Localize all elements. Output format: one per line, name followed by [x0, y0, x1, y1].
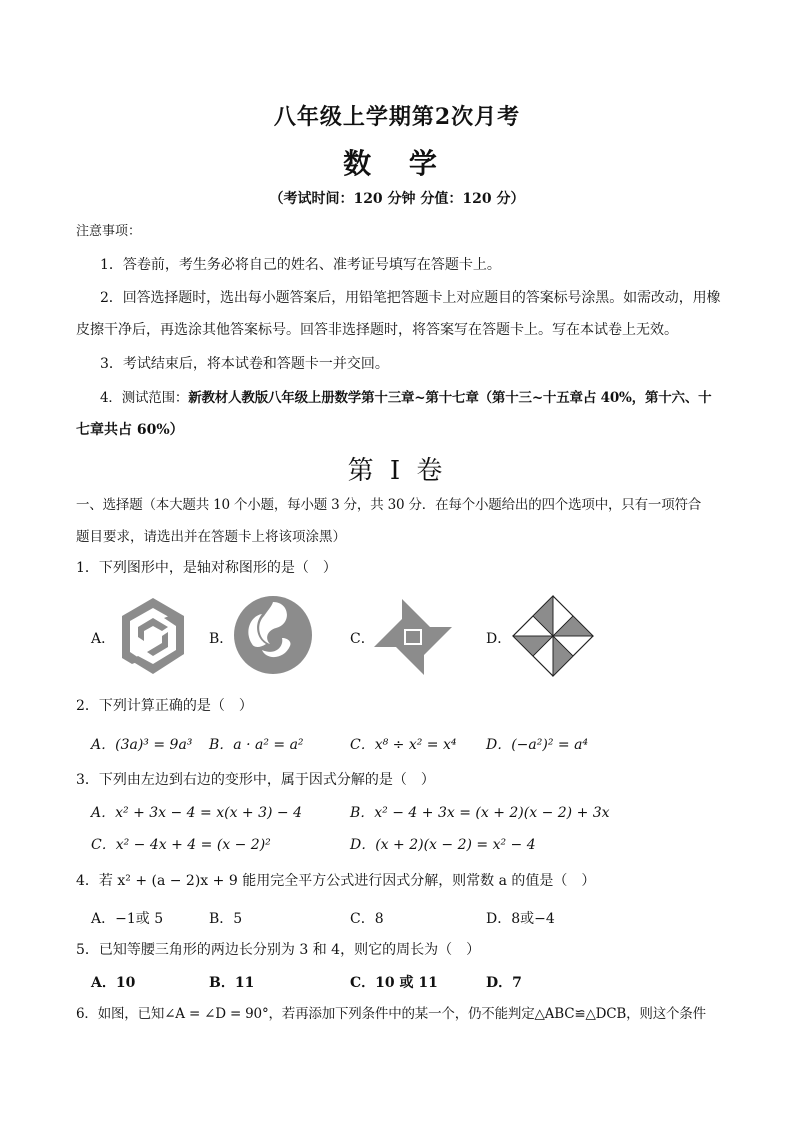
q5-option-a: A．10	[91, 975, 136, 991]
q3-option-a: A．x² + 3x − 4 = x(x + 3) − 4	[91, 805, 303, 821]
notice-item-2-line2: 皮擦干净后，再选涂其他答案标号。回答非选择题时，将答案写在答题卡上。写在本试卷上无效。	[76, 322, 678, 338]
exam-title: 八年级上学期第2次月考	[273, 104, 521, 130]
q2-option-c: C．x⁸ ÷ x² = x⁴	[350, 737, 457, 753]
q6-stem: 6．如图，已知∠A = ∠D = 90°，若再添加下列条件中的某一个，仍不能判定△ABC≌△DCB，则这个条件	[76, 1006, 706, 1022]
q5-option-b: B．11	[209, 975, 255, 991]
notice-item-4-line2: 七章共占 60%）	[76, 422, 184, 438]
q4-option-d: D．8或−4	[486, 911, 555, 927]
q2-option-d: D．(−a²)² = a⁴	[486, 737, 589, 753]
notice-item-4-prefix: 4．测试范围：	[100, 390, 189, 406]
q4-option-a: A．−1或 5	[91, 911, 164, 927]
q3-option-b: B．x² − 4 + 3x = (x + 2)(x − 2) + 3x	[350, 805, 610, 821]
q5-option-c: C．10 或 11	[350, 975, 438, 991]
notice-item-2-line1: 2．回答选择题时，选出每小题答案后，用铅笔把答题卡上对应题目的答案标号涂黑。如需改动，用橡	[100, 290, 721, 306]
pinwheel-triangle-top	[402, 599, 432, 629]
notice-heading: 注意事项：	[76, 224, 142, 239]
q1-option-d-figure	[511, 594, 595, 678]
pinwheel-triangle-bottom	[394, 645, 424, 675]
q1-stem: 1．下列图形中，是轴对称图形的是（ ）	[76, 560, 337, 576]
section1-line1: 一、选择题（本大题共 10 个小题，每小题 3 分，共 30 分．在每个小题给出的四个选项中，只有一项符合	[76, 497, 702, 513]
notice-item-3: 3．考试结束后，将本试卷和答题卡一并交回。	[100, 356, 389, 372]
subject-title: 数 学	[343, 147, 451, 180]
q1-option-a-figure	[114, 596, 192, 678]
notice-item-4-bold: 新教材人教版八年级上册数学第十三章~第十七章（第十三~十五章占 40%，第十六、十	[188, 390, 712, 406]
time-info: （考试时间：120 分钟 分值：120 分）	[269, 191, 525, 207]
q1-option-c-label: C．	[350, 631, 375, 647]
section1-line2: 题目要求，请选出并在答题卡上将该项涂黑）	[76, 529, 346, 545]
q3-option-d: D．(x + 2)(x − 2) = x² − 4	[350, 837, 536, 853]
q1-option-a-label: A．	[91, 631, 116, 647]
q3-stem: 3．下列由左边到右边的变形中，属于因式分解的是（ ）	[76, 772, 435, 788]
q5-stem: 5．已知等腰三角形的两边长分别为 3 和 4，则它的周长为（ ）	[76, 942, 481, 958]
q4-option-b: B．5	[209, 911, 243, 927]
q4-option-c: C．8	[350, 911, 384, 927]
q1-option-c-figure	[372, 597, 454, 677]
pinwheel-center-square	[406, 631, 420, 643]
q2-option-a: A．(3a)³ = 9a³	[91, 737, 193, 753]
q4-stem: 4．若 x² + (a − 2)x + 9 能用完全平方公式进行因式分解，则常数 a 的值是（ ）	[76, 873, 596, 889]
notice-item-4-line1	[100, 388, 711, 408]
pinwheel-triangle-right	[422, 627, 452, 657]
hexagon-spiral-inner-2	[147, 632, 168, 656]
notice-item-1: 1．答卷前，考生务必将自己的姓名、准考证号填写在答题卡上。	[100, 257, 501, 273]
pinwheel-triangle-left	[374, 617, 404, 647]
q2-stem: 2．下列计算正确的是（ ）	[76, 698, 253, 714]
q3-option-c: C．x² − 4x + 4 = (x − 2)²	[91, 837, 271, 853]
q1-option-b-label: B．	[209, 631, 234, 647]
q5-option-d: D．7	[486, 975, 522, 991]
q1-option-b-figure	[232, 594, 314, 676]
q2-option-b: B．a · a² = a²	[209, 737, 304, 753]
volume-title: 第 I 卷	[347, 456, 447, 486]
q1-option-d-label: D．	[486, 631, 512, 647]
